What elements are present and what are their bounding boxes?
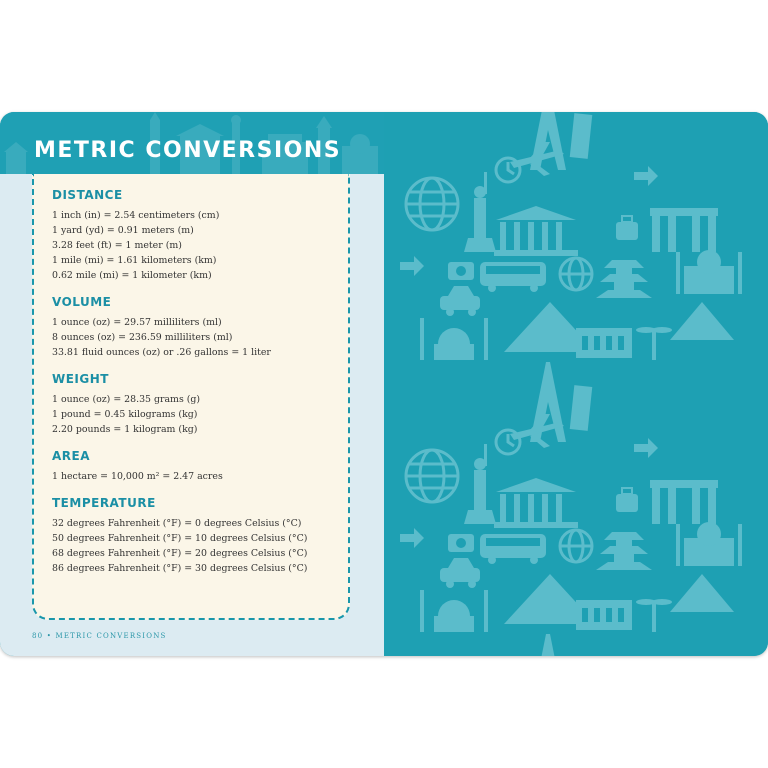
- conversion-line: 8 ounces (oz) = 236.59 milliliters (ml): [52, 332, 233, 343]
- conversion-line: 1 pound = 0.45 kilograms (kg): [52, 409, 198, 420]
- section-volume: [52, 295, 332, 360]
- conversion-line: 86 degrees Fahrenheit (°F) = 30 degrees Celsius (°C): [52, 563, 308, 574]
- section-weight: [52, 372, 332, 437]
- travel-landmarks-pattern: [384, 112, 768, 656]
- section-temperature: [52, 496, 332, 576]
- section-heading: DISTANCE: [52, 188, 123, 202]
- book-spread: [0, 112, 768, 656]
- left-page: [0, 112, 384, 656]
- conversion-line: 1 hectare = 10,000 m² = 2.47 acres: [52, 471, 223, 482]
- section-heading: VOLUME: [52, 295, 112, 309]
- conversion-line: 1 ounce (oz) = 28.35 grams (g): [52, 394, 201, 405]
- section-heading: WEIGHT: [52, 372, 109, 386]
- conversion-line: 33.81 fluid ounces (oz) or .26 gallons = 1 liter: [52, 347, 271, 358]
- page-footer: 80 • METRIC CONVERSIONS: [32, 632, 167, 640]
- section-distance: [52, 188, 332, 283]
- page-title: METRIC CONVERSIONS: [34, 138, 342, 163]
- conversion-line: 2.20 pounds = 1 kilogram (kg): [52, 424, 198, 435]
- conversion-line: 50 degrees Fahrenheit (°F) = 10 degrees Celsius (°C): [52, 533, 308, 544]
- section-heading: AREA: [52, 449, 91, 463]
- conversion-line: 1 inch (in) = 2.54 centimeters (cm): [52, 210, 220, 221]
- conversion-line: 32 degrees Fahrenheit (°F) = 0 degrees Celsius (°C): [52, 518, 302, 529]
- conversion-line: 3.28 feet (ft) = 1 meter (m): [52, 240, 182, 251]
- title-banner: [0, 112, 384, 174]
- section-heading: TEMPERATURE: [52, 496, 156, 510]
- conversion-line: 1 mile (mi) = 1.61 kilometers (km): [52, 255, 217, 266]
- conversions-card: [32, 174, 350, 620]
- conversion-line: 68 degrees Fahrenheit (°F) = 20 degrees Celsius (°C): [52, 548, 308, 559]
- conversion-line: 0.62 mile (mi) = 1 kilometer (km): [52, 270, 212, 281]
- conversion-line: 1 ounce (oz) = 29.57 milliliters (ml): [52, 317, 222, 328]
- right-page-pattern: [384, 112, 768, 656]
- section-area: [52, 449, 332, 484]
- conversion-line: 1 yard (yd) = 0.91 meters (m): [52, 225, 194, 236]
